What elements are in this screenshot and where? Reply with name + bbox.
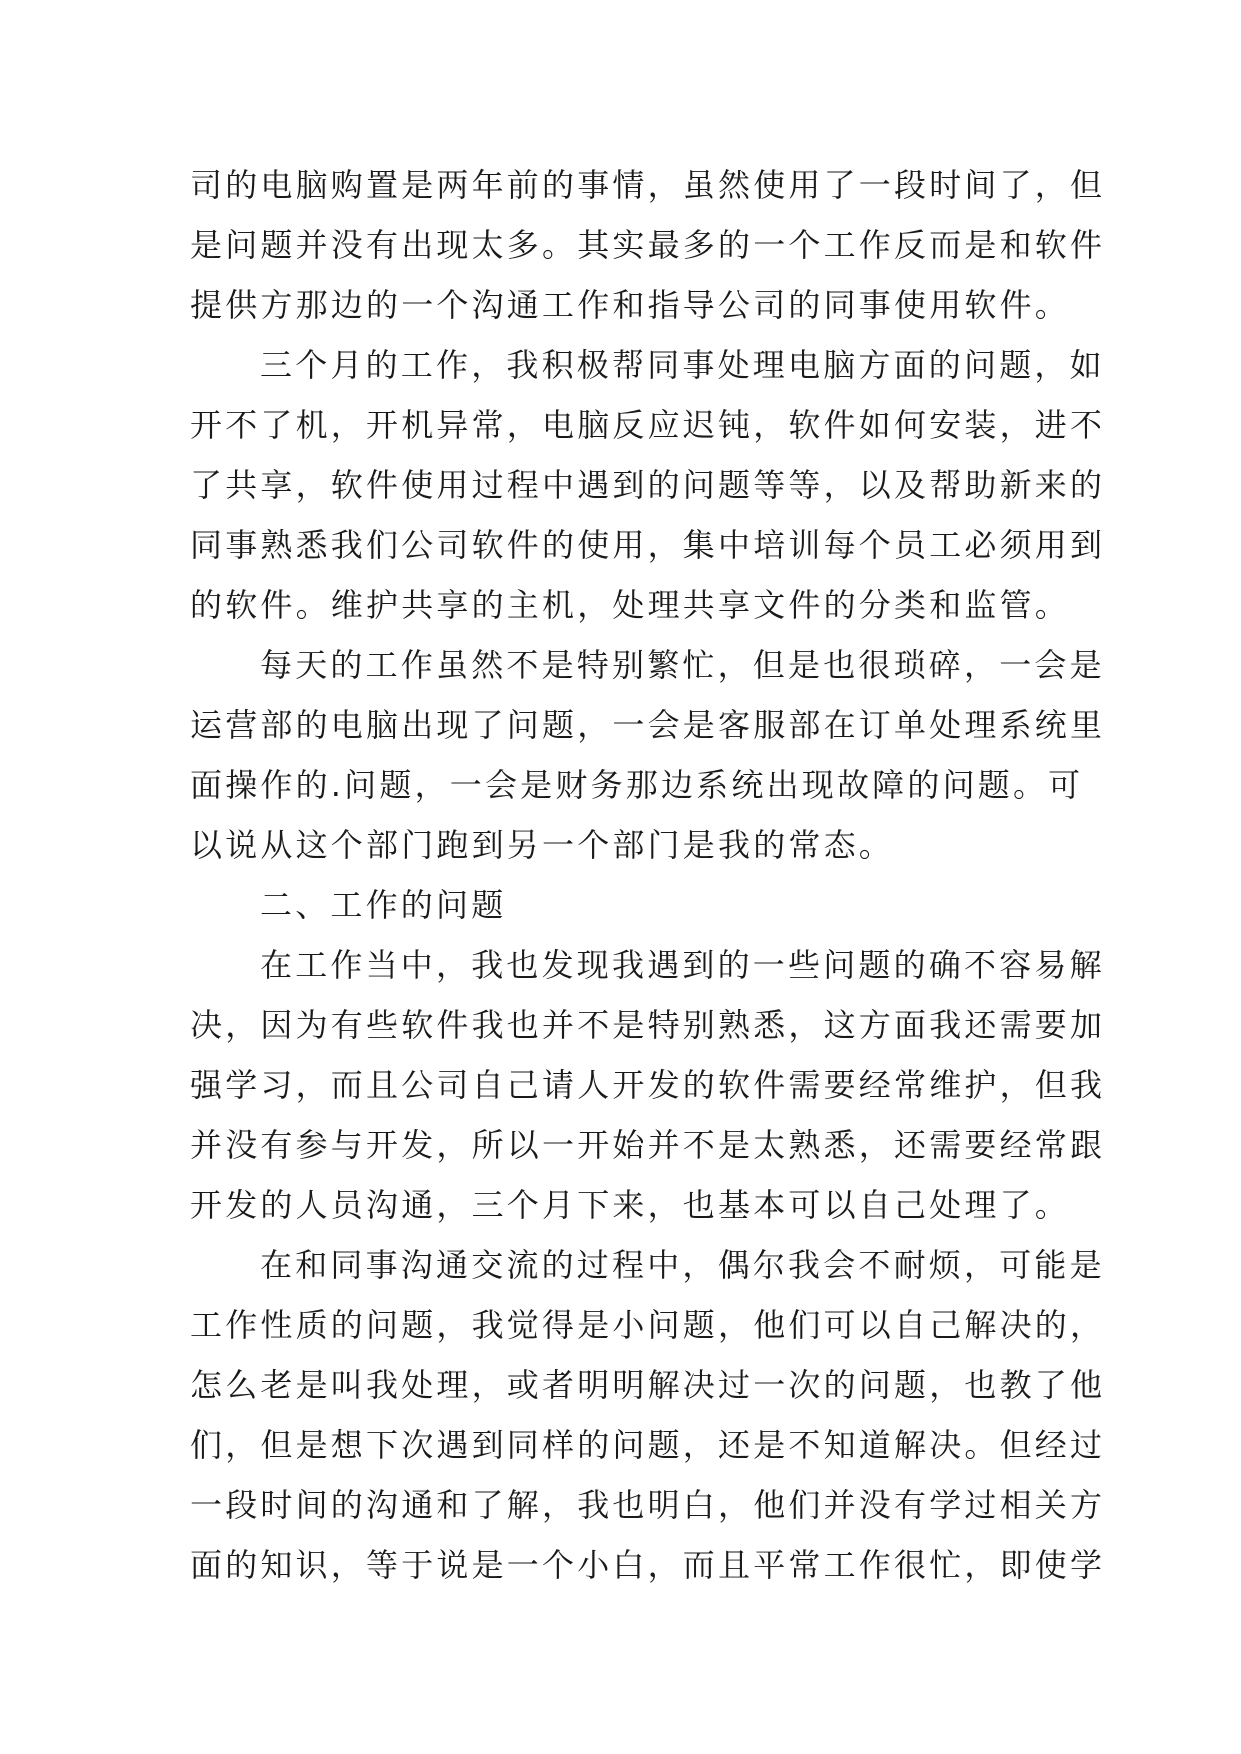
paragraph-first-line: 在工作当中，我也发现我遇到的一些问题的确不容易解 <box>260 946 1105 984</box>
text-line: 怎么老是叫我处理，或者明明解决过一次的问题，也教了他 <box>190 1366 1106 1404</box>
text-line: 开发的人员沟通，三个月下来，也基本可以自己处理了。 <box>190 1186 1071 1224</box>
text-line: 工作性质的问题，我觉得是小问题，他们可以自己解决的， <box>190 1306 1106 1344</box>
text-line: 以说从这个部门跑到另一个部门是我的常态。 <box>190 826 895 864</box>
text-line: 司的电脑购置是两年前的事情，虽然使用了一段时间了，但 <box>190 166 1106 204</box>
text-line: 开不了机，开机异常，电脑反应迟钝，软件如何安装，进不 <box>190 406 1106 444</box>
text-line: 的软件。维护共享的主机，处理共享文件的分类和监管。 <box>190 586 1071 624</box>
text-line: 运营部的电脑出现了问题，一会是客服部在订单处理系统里 <box>190 706 1106 744</box>
paragraph-first-line: 每天的工作虽然不是特别繁忙，但是也很琐碎，一会是 <box>260 646 1105 684</box>
paragraph-first-line: 三个月的工作，我积极帮同事处理电脑方面的问题，如 <box>260 346 1105 384</box>
text-line: 同事熟悉我们公司软件的使用，集中培训每个员工必须用到 <box>190 526 1106 564</box>
section-heading: 二、工作的问题 <box>260 886 507 924</box>
text-line: 一段时间的沟通和了解，我也明白，他们并没有学过相关方 <box>190 1486 1106 1524</box>
document-body <box>190 155 1106 1595</box>
text-line: 面操作的.问题，一会是财务那边系统出现故障的问题。可 <box>190 766 1084 804</box>
text-line: 了共享，软件使用过程中遇到的问题等等，以及帮助新来的 <box>190 466 1106 504</box>
paragraph-first-line: 在和同事沟通交流的过程中，偶尔我会不耐烦，可能是 <box>260 1246 1105 1284</box>
text-line: 们，但是想下次遇到同样的问题，还是不知道解决。但经过 <box>190 1426 1106 1464</box>
text-line: 决，因为有些软件我也并不是特别熟悉，这方面我还需要加 <box>190 1006 1106 1044</box>
text-line: 是问题并没有出现太多。其实最多的一个工作反而是和软件 <box>190 226 1106 264</box>
text-line: 并没有参与开发，所以一开始并不是太熟悉，还需要经常跟 <box>190 1126 1106 1164</box>
text-line: 强学习，而且公司自己请人开发的软件需要经常维护，但我 <box>190 1066 1106 1104</box>
text-line: 提供方那边的一个沟通工作和指导公司的同事使用软件。 <box>190 286 1071 324</box>
text-line: 面的知识，等于说是一个小白，而且平常工作很忙，即使学 <box>190 1546 1106 1584</box>
